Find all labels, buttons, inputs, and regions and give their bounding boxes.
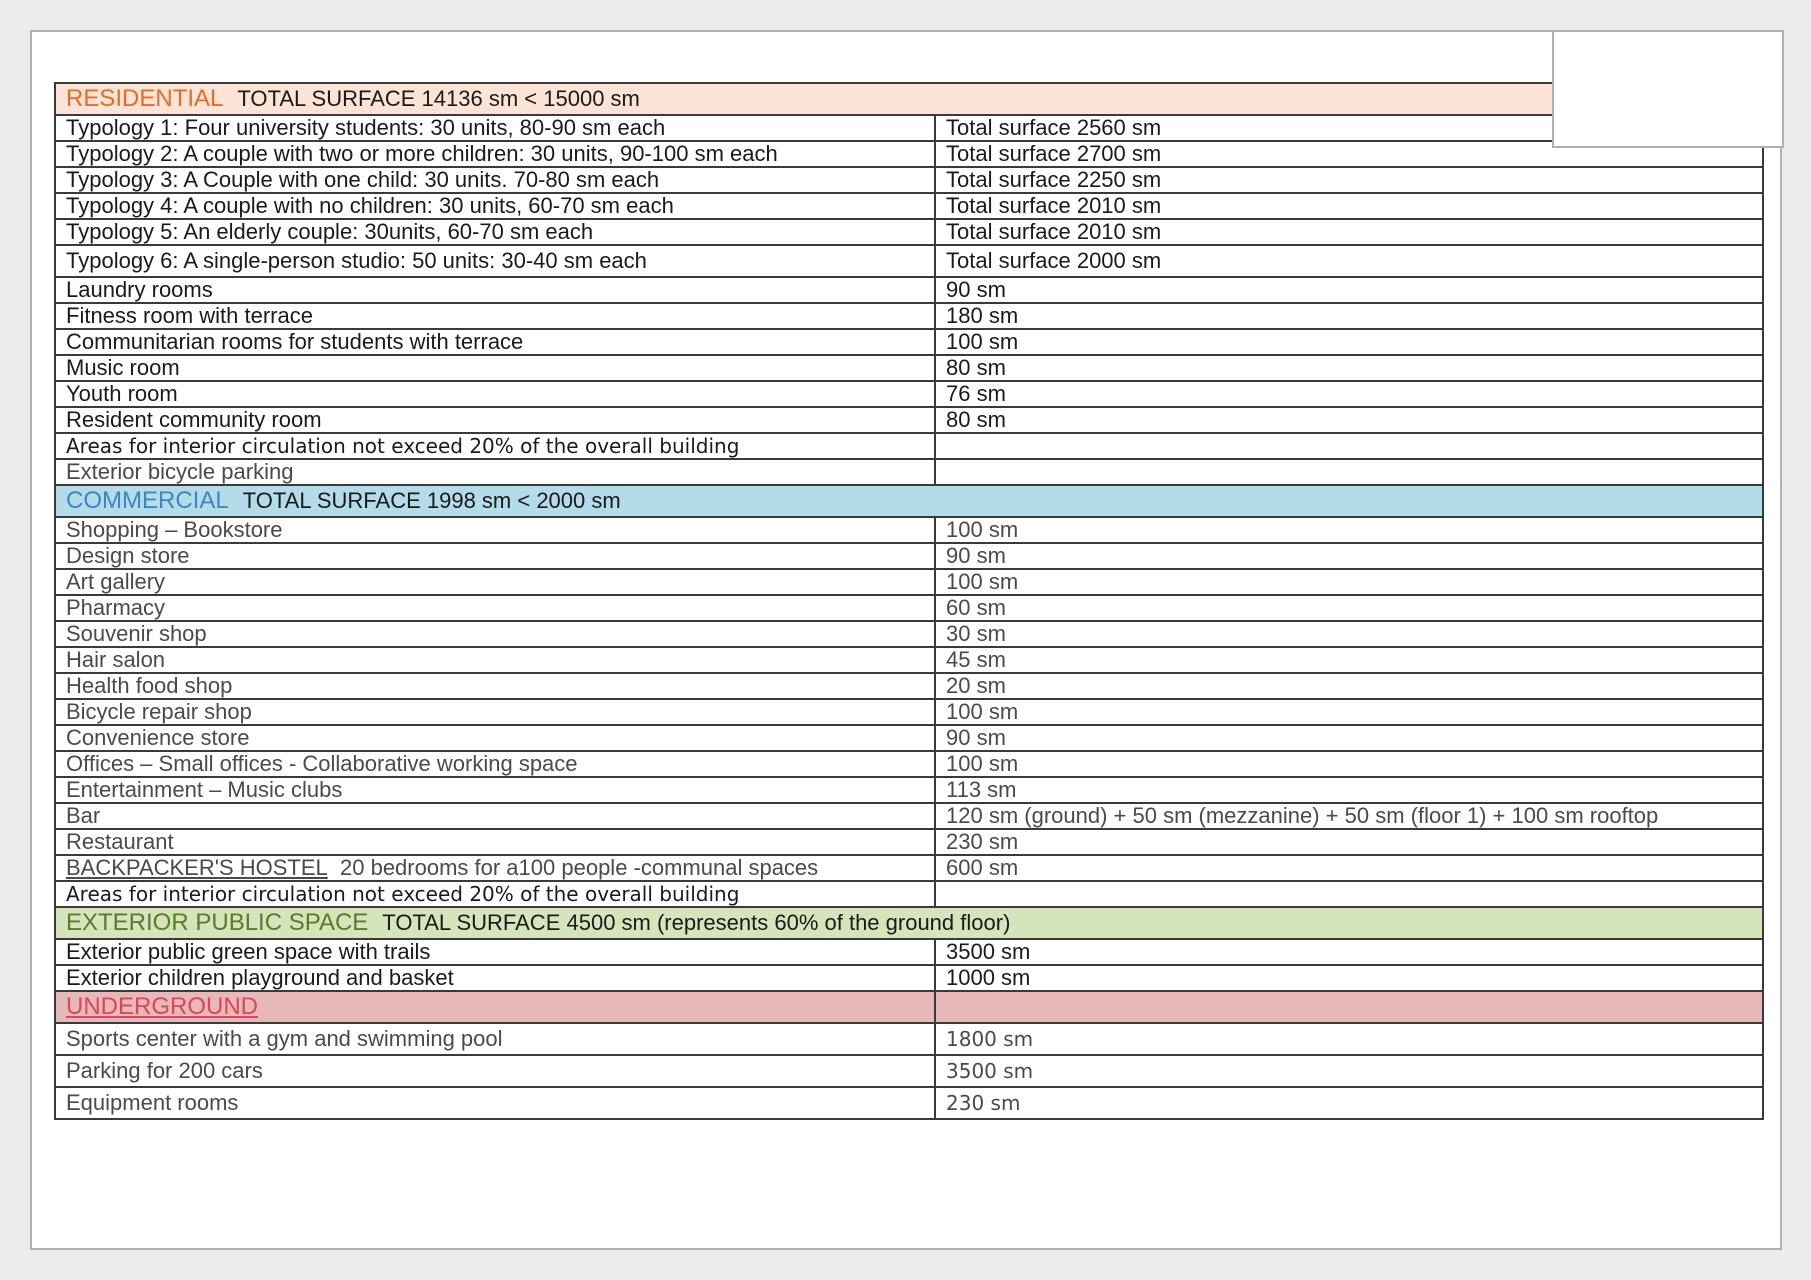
table-row (55, 517, 1763, 543)
cell-label: Offices – Small offices - Collaborative working space (55, 751, 935, 777)
cell-label: Typology 1: Four university students: 30 units, 80-90 sm each (55, 115, 935, 141)
section-header-exterior (55, 907, 1763, 939)
table-row (55, 1087, 1763, 1119)
cell-value: Total surface 2010 sm (935, 219, 1763, 245)
cell-label: Restaurant (55, 829, 935, 855)
table-row (55, 277, 1763, 303)
cell-value: 100 sm (935, 329, 1763, 355)
cell-label: Convenience store (55, 725, 935, 751)
table-row (55, 569, 1763, 595)
cell-value: 113 sm (935, 777, 1763, 803)
table-row (55, 673, 1763, 699)
cell-value: 1800 sm (935, 1023, 1763, 1055)
cell-value: Total surface 2560 sm (935, 115, 1763, 141)
cell-value: 90 sm (935, 725, 1763, 751)
cell-value: 3500 sm (935, 1055, 1763, 1087)
cell-label: Exterior children playground and basket (55, 965, 935, 991)
cell-value: 100 sm (935, 517, 1763, 543)
cell-value: 30 sm (935, 621, 1763, 647)
program-table (54, 82, 1762, 1120)
cell-label: Typology 5: An elderly couple: 30units, 60-70 sm each (55, 219, 935, 245)
cell-label: Hair salon (55, 647, 935, 673)
table-row (55, 855, 1763, 881)
blank-label-box (1552, 30, 1784, 148)
cell-label: Youth room (55, 381, 935, 407)
table-row (55, 803, 1763, 829)
cell-label: Typology 2: A couple with two or more children: 30 units, 90-100 sm each (55, 141, 935, 167)
table-row (55, 751, 1763, 777)
cell-value: 180 sm (935, 303, 1763, 329)
cell-label: Typology 3: A Couple with one child: 30 units. 70-80 sm each (55, 167, 935, 193)
section-total: TOTAL SURFACE 4500 sm (represents 60% of the ground floor) (382, 910, 1011, 935)
cell-label: Typology 4: A couple with no children: 30 units, 60-70 sm each (55, 193, 935, 219)
cell-label: Health food shop (55, 673, 935, 699)
section-title: UNDERGROUND (66, 993, 258, 1020)
cell-value (935, 433, 1763, 459)
cell-label: Exterior bicycle parking (55, 459, 935, 485)
cell-label: Bicycle repair shop (55, 699, 935, 725)
cell-value: Total surface 2250 sm (935, 167, 1763, 193)
table-row (55, 115, 1763, 141)
cell-label: Areas for interior circulation not exceed 20% of the overall building (55, 433, 935, 459)
cell-value: 76 sm (935, 381, 1763, 407)
table-row (55, 595, 1763, 621)
section-total: TOTAL SURFACE 1998 sm < 2000 sm (242, 488, 621, 513)
cell-value: 60 sm (935, 595, 1763, 621)
cell-label: Resident community room (55, 407, 935, 433)
cell-value: 100 sm (935, 751, 1763, 777)
cell-value: 80 sm (935, 355, 1763, 381)
table-row (55, 881, 1763, 907)
hostel-detail: 20 bedrooms for a100 people -communal spaces (340, 855, 819, 880)
table-row (55, 829, 1763, 855)
table-row (55, 621, 1763, 647)
table-row (55, 939, 1763, 965)
cell-label: Parking for 200 cars (55, 1055, 935, 1087)
cell-value: 100 sm (935, 699, 1763, 725)
cell-value: 120 sm (ground) + 50 sm (mezzanine) + 50 sm (floor 1) + 100 sm rooftop (935, 803, 1763, 829)
cell-value: 90 sm (935, 543, 1763, 569)
cell-value: Total surface 2000 sm (935, 245, 1763, 277)
cell-label (55, 855, 935, 881)
table-row (55, 699, 1763, 725)
table-row (55, 381, 1763, 407)
cell-label: Souvenir shop (55, 621, 935, 647)
section-header-underground (55, 991, 1763, 1023)
table-row (55, 329, 1763, 355)
section-title: COMMERCIAL (66, 487, 229, 514)
cell-value: 100 sm (935, 569, 1763, 595)
section-title: EXTERIOR PUBLIC SPACE (66, 909, 369, 936)
table-row (55, 1055, 1763, 1087)
hostel-title: BACKPACKER'S HOSTEL (66, 855, 328, 880)
table-row (55, 219, 1763, 245)
cell-label: Fitness room with terrace (55, 303, 935, 329)
table-row (55, 141, 1763, 167)
cell-label: Laundry rooms (55, 277, 935, 303)
cell-label: Shopping – Bookstore (55, 517, 935, 543)
cell-label: Communitarian rooms for students with terrace (55, 329, 935, 355)
table-row (55, 303, 1763, 329)
cell-label: Pharmacy (55, 595, 935, 621)
cell-value: Total surface 2700 sm (935, 141, 1763, 167)
section-total: TOTAL SURFACE 14136 sm < 15000 sm (237, 86, 640, 111)
section-header-residential (55, 83, 1763, 115)
cell-value: 230 sm (935, 1087, 1763, 1119)
table-row (55, 355, 1763, 381)
cell-label: Typology 6: A single-person studio: 50 units: 30-40 sm each (55, 245, 935, 277)
section-header-commercial (55, 485, 1763, 517)
cell-value: 3500 sm (935, 939, 1763, 965)
table-row (55, 193, 1763, 219)
table-row (55, 1023, 1763, 1055)
cell-value: 20 sm (935, 673, 1763, 699)
cell-value: 90 sm (935, 277, 1763, 303)
cell-value: 45 sm (935, 647, 1763, 673)
cell-label: Art gallery (55, 569, 935, 595)
cell-value: 80 sm (935, 407, 1763, 433)
cell-label: Exterior public green space with trails (55, 939, 935, 965)
cell-label: Design store (55, 543, 935, 569)
table-row (55, 725, 1763, 751)
cell-value: 600 sm (935, 855, 1763, 881)
table-row (55, 407, 1763, 433)
table-row (55, 245, 1763, 277)
cell-label: Entertainment – Music clubs (55, 777, 935, 803)
cell-label: Sports center with a gym and swimming pool (55, 1023, 935, 1055)
table-row (55, 965, 1763, 991)
cell-label: Music room (55, 355, 935, 381)
table-row (55, 167, 1763, 193)
table-row (55, 543, 1763, 569)
table-row (55, 433, 1763, 459)
table-row (55, 459, 1763, 485)
cell-label: Equipment rooms (55, 1087, 935, 1119)
table-row (55, 777, 1763, 803)
cell-label: Areas for interior circulation not exceed 20% of the overall building (55, 881, 935, 907)
cell-value: 1000 sm (935, 965, 1763, 991)
cell-value (935, 881, 1763, 907)
cell-label: Bar (55, 803, 935, 829)
cell-value (935, 459, 1763, 485)
table-row (55, 647, 1763, 673)
cell-value: 230 sm (935, 829, 1763, 855)
section-title: RESIDENTIAL (66, 85, 224, 112)
cell-value: Total surface 2010 sm (935, 193, 1763, 219)
